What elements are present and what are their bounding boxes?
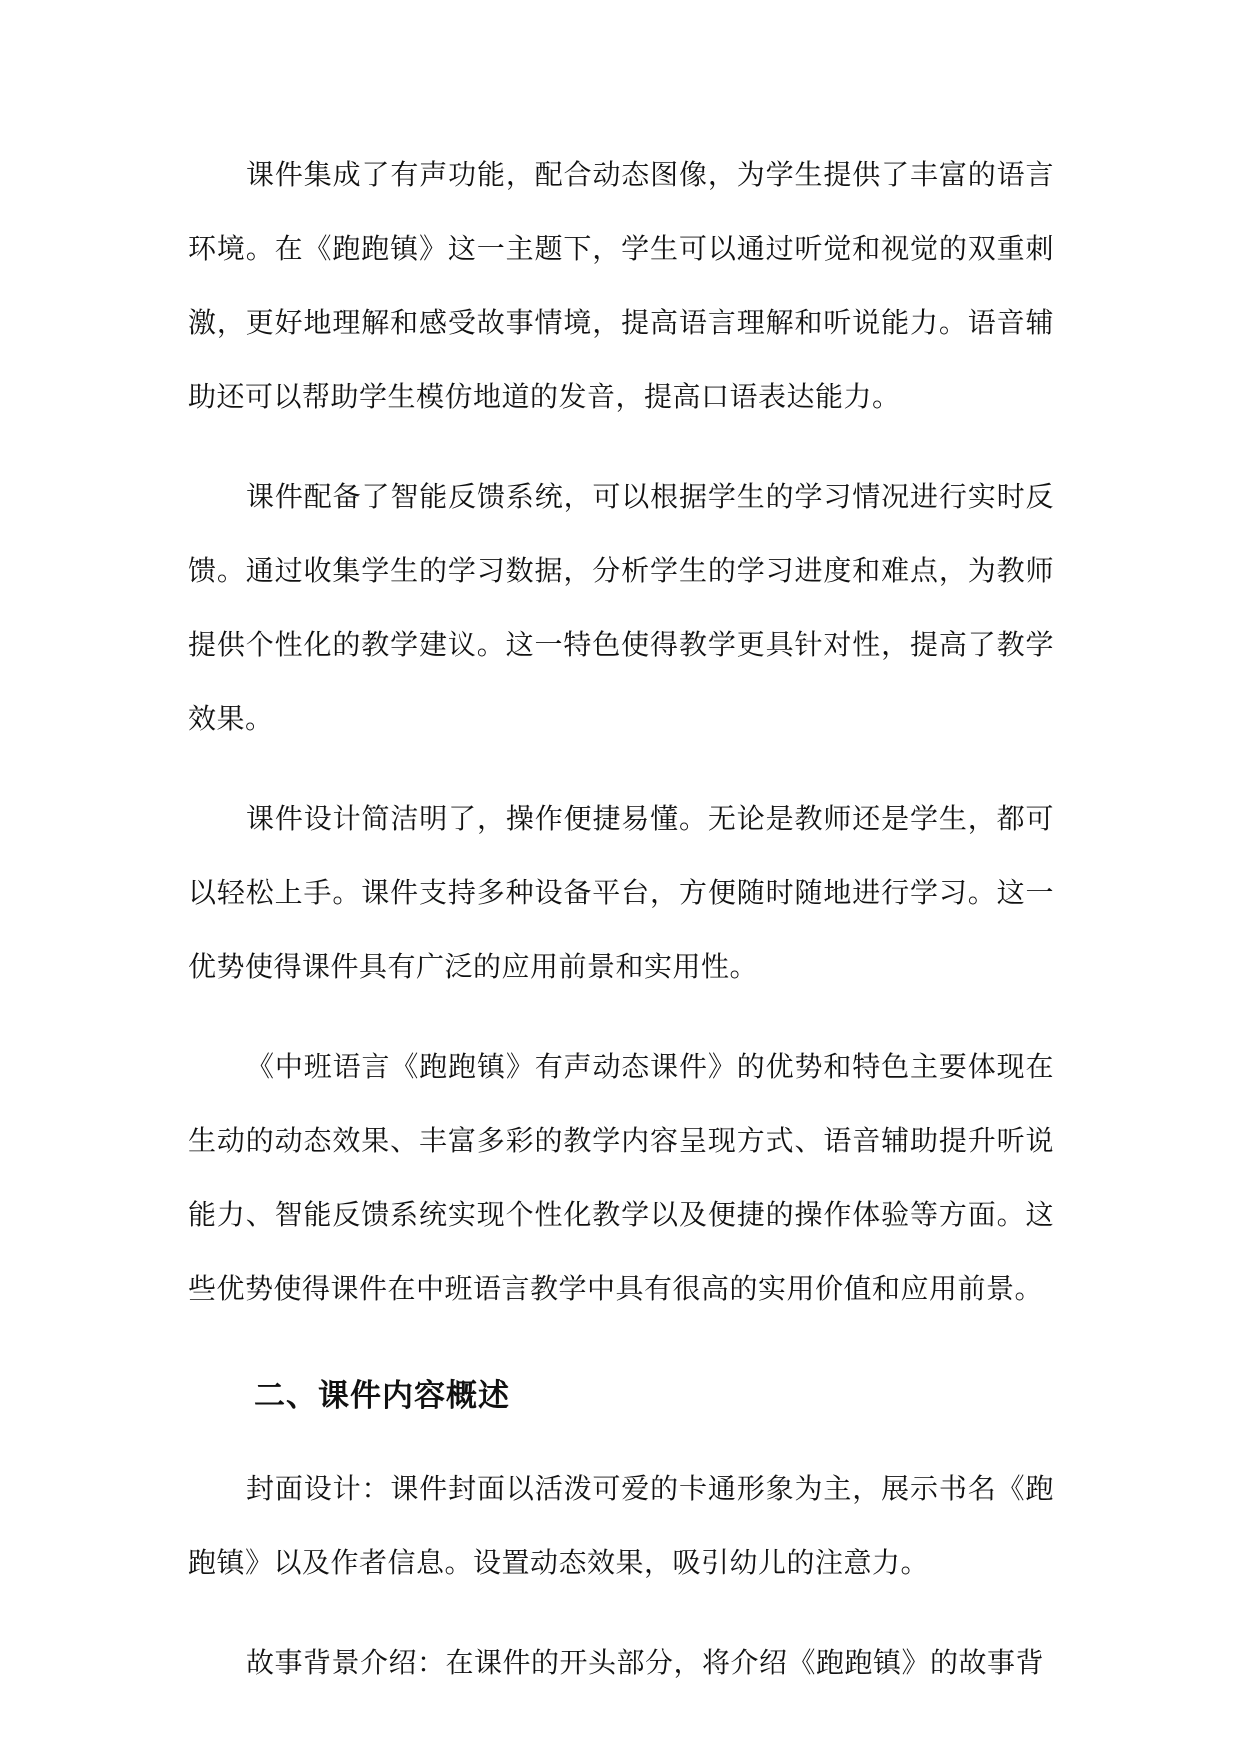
paragraph-audio-feature: 课件集成了有声功能，配合动态图像，为学生提供了丰富的语言环境。在《跑跑镇》这一主题下，学生可以通过听觉和视觉的双重刺激，更好地理解和感受故事情境，提高语言理解和听说能力。语音辅助还可以帮助学生模仿地道的发音，提高口语表达能力。 [188,158,1054,413]
paragraph-summary: 《中班语言《跑跑镇》有声动态课件》的优势和特色主要体现在生动的动态效果、丰富多彩的教学内容呈现方式、语音辅助提升听说能力、智能反馈系统实现个性化教学以及便捷的操作体验等方面。这些优势使得课件在中班语言教学中具有很高的实用价值和应用前景。 [188,1050,1054,1305]
paragraph-story-background: 故事背景介绍：在课件的开头部分，将介绍《跑跑镇》的故事背 [246,1646,1045,1679]
paragraph-smart-feedback: 课件配备了智能反馈系统，可以根据学生的学习情况进行实时反馈。通过收集学生的学习数据，分析学生的学习进度和难点，为教师提供个性化的教学建议。这一特色使得教学更具针对性，提高了教学效果。 [188,480,1054,735]
paragraph-cover-design: 封面设计：课件封面以活泼可爱的卡通形象为主，展示书名《跑跑镇》以及作者信息。设置动态效果，吸引幼儿的注意力。 [188,1472,1054,1579]
document-body [188,138,1054,1726]
paragraph-easy-operation: 课件设计简洁明了，操作便捷易懂。无论是教师还是学生，都可以轻松上手。课件支持多种设备平台，方便随时随地进行学习。这一优势使得课件具有广泛的应用前景和实用性。 [188,802,1054,983]
section-heading: 二、课件内容概述 [254,1378,510,1414]
